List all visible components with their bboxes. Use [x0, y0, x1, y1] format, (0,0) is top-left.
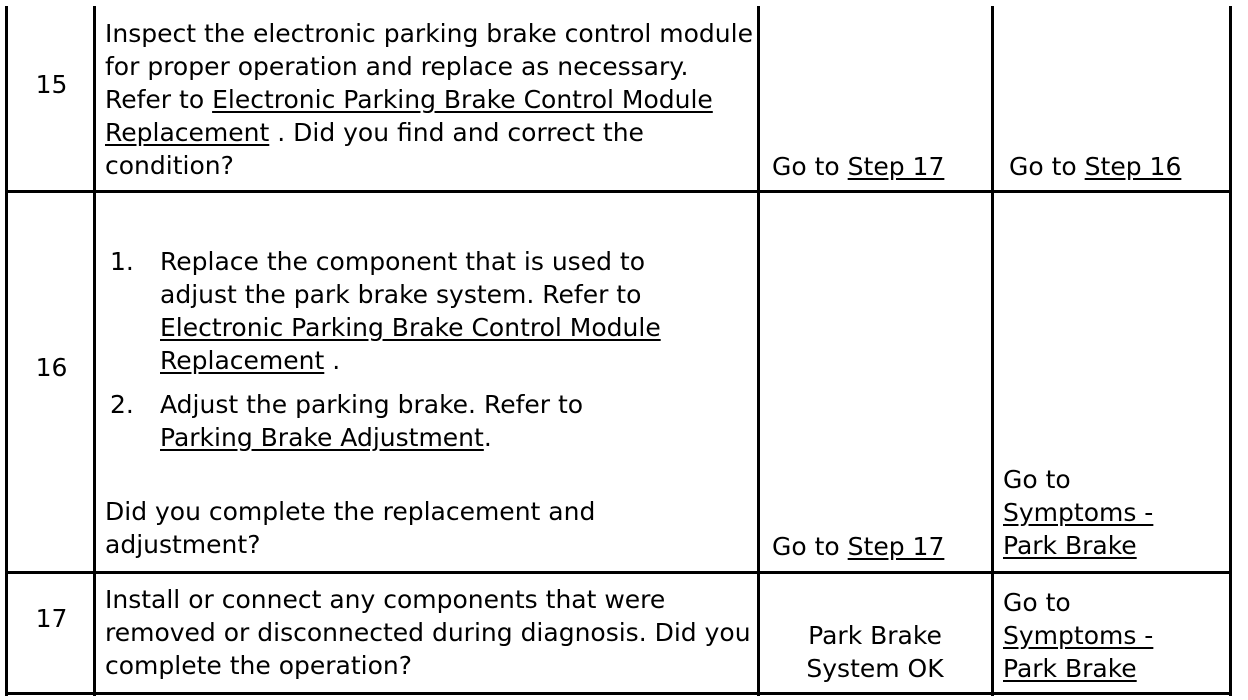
epb-module-replacement-link[interactable]: Electronic Parking Brake Control Module Replacement — [160, 313, 661, 375]
column-divider — [757, 6, 760, 696]
list-number: 1. — [110, 247, 134, 276]
go-to-label: Go to — [1003, 465, 1071, 494]
go-to-label: Go to — [772, 532, 848, 561]
table-border-bottom — [5, 692, 1232, 695]
go-to-label: Go to — [1003, 588, 1071, 617]
row-divider — [5, 571, 1232, 574]
list-number: 2. — [110, 390, 134, 419]
go-to-label: Go to — [1009, 152, 1085, 181]
parking-brake-adjustment-link[interactable]: Parking Brake Adjustment — [160, 423, 484, 452]
action-text: Inspect the electronic parking brake control module for proper operation and replace as necessary. Refer to — [105, 19, 753, 114]
action-list-item — [110, 245, 670, 375]
step-17-link[interactable]: Step 17 — [847, 152, 945, 181]
table-border-right — [1229, 6, 1232, 696]
action-text: . — [324, 346, 341, 375]
step-number: 15 — [35, 70, 68, 99]
action-text: Replace the component that is used to adjust the park brake system. Refer to — [160, 247, 645, 309]
yes-result: Park Brake System OK — [806, 621, 944, 683]
step-action — [105, 17, 755, 182]
column-divider — [991, 6, 994, 696]
step-number: 17 — [35, 604, 68, 633]
action-text: Adjust the parking brake. Refer to — [160, 390, 584, 419]
yes-result — [772, 530, 944, 563]
action-text: . — [483, 423, 492, 452]
no-result — [1003, 586, 1203, 685]
step-17-link[interactable]: Step 17 — [847, 532, 945, 561]
step-16-link[interactable]: Step 16 — [1084, 152, 1182, 181]
row-divider — [5, 190, 1232, 193]
no-result — [1003, 463, 1203, 562]
symptoms-park-brake-link[interactable]: Symptoms - Park Brake — [1003, 621, 1154, 683]
step-action: Install or connect any components that were removed or disconnected during diagnosis. Did you complete the operation? — [105, 585, 751, 680]
action-text: . Did you find and correct the condition? — [105, 118, 644, 180]
action-list-item — [110, 388, 670, 452]
yes-result — [772, 150, 944, 183]
no-result — [1009, 150, 1181, 183]
go-to-label: Go to — [772, 152, 848, 181]
list-item-text — [160, 245, 680, 377]
step-number: 16 — [35, 353, 68, 382]
epb-module-replacement-link[interactable]: Electronic Parking Brake Control Module Replacement — [105, 85, 713, 147]
symptoms-park-brake-link[interactable]: Symptoms - Park Brake — [1003, 498, 1154, 560]
step-question: Did you complete the replacement and adjustment? — [105, 497, 596, 559]
list-item-text — [160, 388, 680, 454]
